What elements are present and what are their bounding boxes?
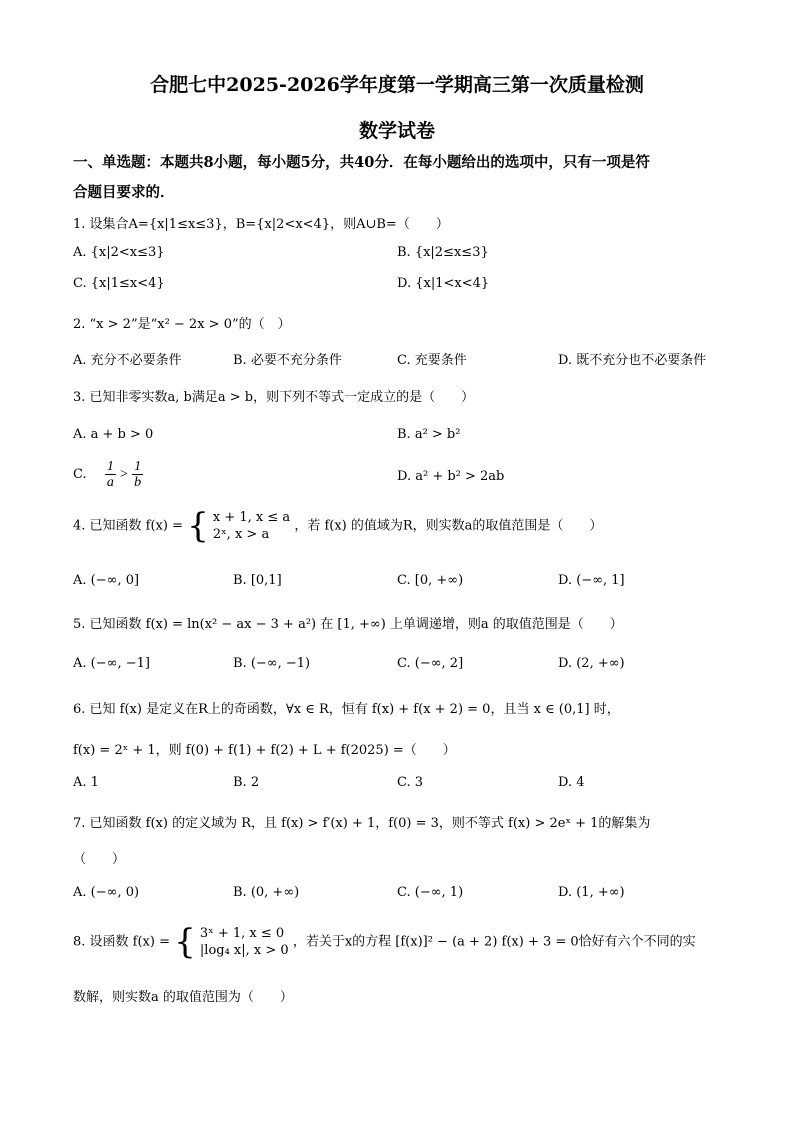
- q1-option-c: C. {x|1≤x<4}: [73, 276, 165, 291]
- q6-option-d: D. 4: [558, 775, 585, 790]
- q1-option-b: B. {x|2≤x≤3}: [397, 245, 489, 260]
- q3-stem: 3. 已知非零实数a, b满足a > b，则下列不等式一定成立的是（ ）: [73, 390, 475, 405]
- section-heading-line2: 合题目要求的．: [73, 184, 175, 201]
- q3-fraction-2-denominator: b: [134, 475, 142, 490]
- q6-line2: f(x) = 2ˣ + 1，则 f(0) + f(1) + f(2) + L + f(2025) =（ ）: [73, 743, 456, 758]
- q2-option-b: B. 必要不充分条件: [233, 353, 342, 368]
- q7-line1: 7. 已知函数 f(x) 的定义域为 R，且 f(x) > f′(x) + 1，f(0) = 3，则不等式 f(x) > 2eˣ + 1的解集为: [73, 816, 651, 831]
- q2-option-a: A. 充分不必要条件: [73, 353, 182, 368]
- q8-case2: |log₄ x|, x > 0: [199, 943, 289, 958]
- q3-option-c: [73, 459, 143, 490]
- q7-option-b: B. (0, +∞): [233, 885, 300, 900]
- q8-prefix: 8. 设函数 f(x) =: [73, 934, 170, 950]
- q5-option-d: D. (2, +∞): [558, 656, 625, 671]
- q8-line2: 数解，则实数a 的取值范围为（ ）: [73, 990, 293, 1005]
- q4-option-a: A. (−∞, 0]: [73, 573, 140, 588]
- q3-fraction-2: [132, 459, 143, 490]
- q4-suffix: ，若 f(x) 的值域为R，则实数a的取值范围是（ ）: [294, 518, 603, 534]
- q4-option-d: D. (−∞, 1]: [558, 573, 625, 588]
- exam-subtitle: 数学试卷: [358, 120, 435, 142]
- q3-greater-sign: >: [120, 467, 128, 482]
- q3-option-a: A. a + b > 0: [73, 427, 154, 442]
- q8-case1: 3ˣ + 1, x ≤ 0: [199, 926, 285, 941]
- q1-stem: 1. 设集合A={x|1≤x≤3}，B={x|2<x<4}，则A∪B=（ ）: [73, 217, 449, 232]
- q2-option-d: D. 既不充分也不必要条件: [558, 353, 707, 368]
- q3-fraction-1: [105, 459, 116, 490]
- q6-option-a: A. 1: [73, 775, 99, 790]
- left-brace-icon: {: [187, 506, 209, 546]
- q3-option-c-label: C.: [73, 467, 87, 482]
- q5-option-c: C. (−∞, 2]: [397, 656, 464, 671]
- q6-line1: 6. 已知 f(x) 是定义在R上的奇函数，∀x ∈ R，恒有 f(x) + f(x + 2) = 0，且当 x ∈ (0,1] 时，: [73, 702, 620, 717]
- q1-option-a: A. {x|2<x≤3}: [73, 245, 165, 260]
- q7-option-c: C. (−∞, 1): [397, 885, 464, 900]
- q8-suffix: ，若关于x的方程 [f(x)]² − (a + 2) f(x) + 3 = 0恰好有六个不同的实: [292, 934, 696, 950]
- q7-option-a: A. (−∞, 0): [73, 885, 140, 900]
- q3-option-b: B. a² > b²: [397, 427, 461, 442]
- q7-line2: （ ）: [73, 852, 126, 867]
- q5-option-b: B. (−∞, −1): [233, 656, 311, 671]
- section-heading-line1: 一、单选题：本题共8小题，每小题5分，共40分．在每小题给出的选项中，只有一项是符: [73, 154, 650, 171]
- q5-option-a: A. (−∞, −1]: [73, 656, 150, 671]
- q4-option-c: C. [0, +∞): [397, 573, 464, 588]
- q3-fraction-1-denominator: a: [106, 475, 114, 490]
- left-brace-icon: {: [174, 922, 196, 962]
- q4-prefix: 4. 已知函数 f(x) =: [73, 518, 183, 534]
- q3-option-d: D. a² + b² > 2ab: [397, 469, 505, 484]
- q1-option-d: D. {x|1<x<4}: [397, 276, 490, 291]
- q6-option-c: C. 3: [397, 775, 424, 790]
- q2-option-c: C. 充要条件: [397, 353, 467, 368]
- q4-piecewise: [213, 509, 290, 543]
- q3-fraction-2-numerator: 1: [134, 459, 142, 474]
- q2-stem: 2. “x > 2”是“x² − 2x > 0”的（ ）: [73, 317, 291, 332]
- q3-fraction-1-numerator: 1: [106, 459, 114, 474]
- q6-option-b: B. 2: [233, 775, 260, 790]
- q4-case2: 2ˣ, x > a: [212, 527, 270, 542]
- q8-piecewise: [200, 925, 289, 959]
- q8-stem: [73, 922, 696, 962]
- q5-stem: 5. 已知函数 f(x) = ln(x² − ax − 3 + a²) 在 [1, +∞) 上单调递增，则a 的取值范围是（ ）: [73, 617, 623, 632]
- q4-stem: [73, 506, 602, 546]
- q7-option-d: D. (1, +∞): [558, 885, 625, 900]
- exam-title: 合肥七中2025-2026学年度第一学期高三第一次质量检测: [150, 74, 644, 96]
- q4-option-b: B. [0,1]: [233, 573, 282, 588]
- q4-case1: x + 1, x ≤ a: [212, 510, 291, 525]
